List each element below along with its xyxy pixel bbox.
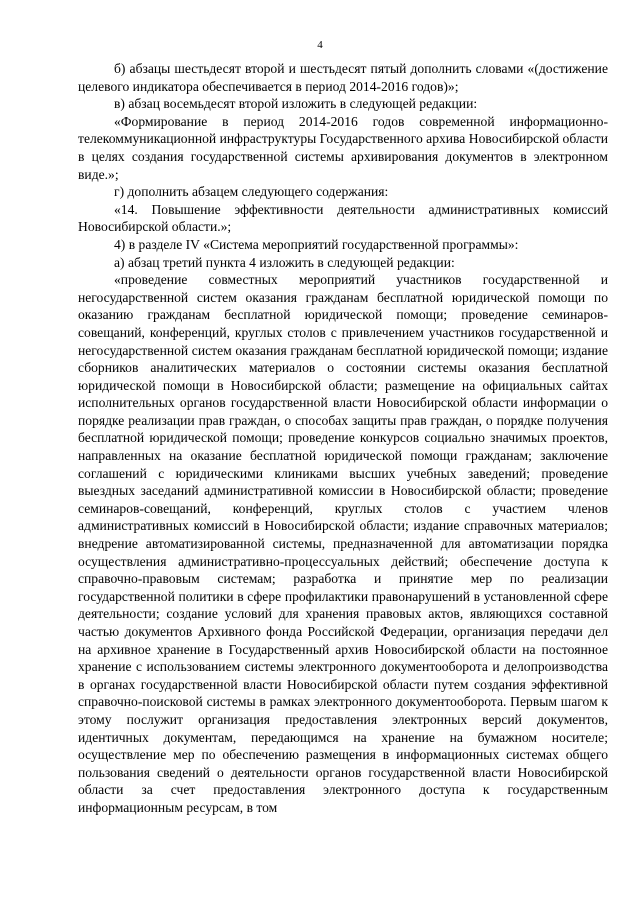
document-body	[78, 60, 608, 817]
paragraph-section-4: 4) в разделе IV «Система мероприятий государственной программы»:	[114, 236, 519, 252]
page-number: 4	[317, 39, 323, 51]
paragraph-amendment-a: а) абзац третий пункта 4 изложить в следующей редакции:	[114, 254, 455, 270]
paragraph-quote-formation: «Формирование в период 2014-2016 годов современной информационно-телекоммуникационной инфраструктуры Государственного архива Новосибирской области в целях создания государственной системы архивирования документов в электронном виде.»;	[78, 113, 608, 182]
paragraph-quote-measures: «проведение совместных мероприятий участников государственной и негосударственной систем оказания гражданам бесплатной юридической помощи по оказанию гражданам бесплатной юридической помощи; проведение семинаров-совещаний, конференций, круглых столов с привлечением участников государственной и негосударственной систем оказания гражданам бесплатной юридической помощи; издание сборников аналитических материалов о состоянии системы оказания бесплатной юридической помощи в Новосибирской области; размещение на официальных сайтах исполнительных органов государственной власти Новосибирской области информации о порядке реализации прав граждан, о способах защиты прав граждан, о порядке получения бесплатной юридической помощи; проведение конкурсов социально значимых проектов, направленных на оказание бесплатной юридической помощи гражданам; заключение соглашений с юридическими клиниками высших учебных заведений; проведение выездных заседаний административной комиссии в Новосибирской области; проведение семинаров-совещаний, конференций, круглых столов с участием членов административных комиссий в Новосибирской области; издание справочных материалов; внедрение автоматизированной системы, предназначенной для автоматизации порядка осуществления административно-процессуальных действий; обеспечение доступа к справочно-правовым системам; разработка и принятие мер по реализации государственной политики в сфере профилактики правонарушений в установленной сфере деятельности; создание условий для хранения правовых актов, являющихся составной частью документов Архивного фонда Российской Федерации, организация передачи дел на архивное хранение в Государственный архив Новосибирской области на постоянное хранение с использованием системы электронного документооборота и делопроизводства в органах государственной власти Новосибирской области путем создания эффективной справочно-поисковой системы в рамках электронного документооборота. Первым шагом к этому послужит организация предоставления электронных версий документов, идентичных документам, передающимся на хранение на бумажном носителе; осуществление мер по обеспечению размещения в информационных системах общего пользования сведений о деятельности органов государственной власти Новосибирской области за счет предоставления электронного доступа к государственным информационным ресурсам, в том	[78, 272, 608, 815]
paragraph-amendment-g: г) дополнить абзацем следующего содержания:	[114, 184, 389, 200]
paragraph-amendment-v: в) абзац восемьдесят второй изложить в следующей редакции:	[114, 96, 478, 112]
paragraph-quote-14: «14. Повышение эффективности деятельности административных комиссий Новосибирской области.»;	[78, 201, 608, 235]
paragraph-amendment-b: б) абзацы шестьдесят второй и шестьдесят пятый дополнить словами «(достижение целевого индикатора обеспечивается в период 2014-2016 годов)»;	[78, 61, 608, 94]
